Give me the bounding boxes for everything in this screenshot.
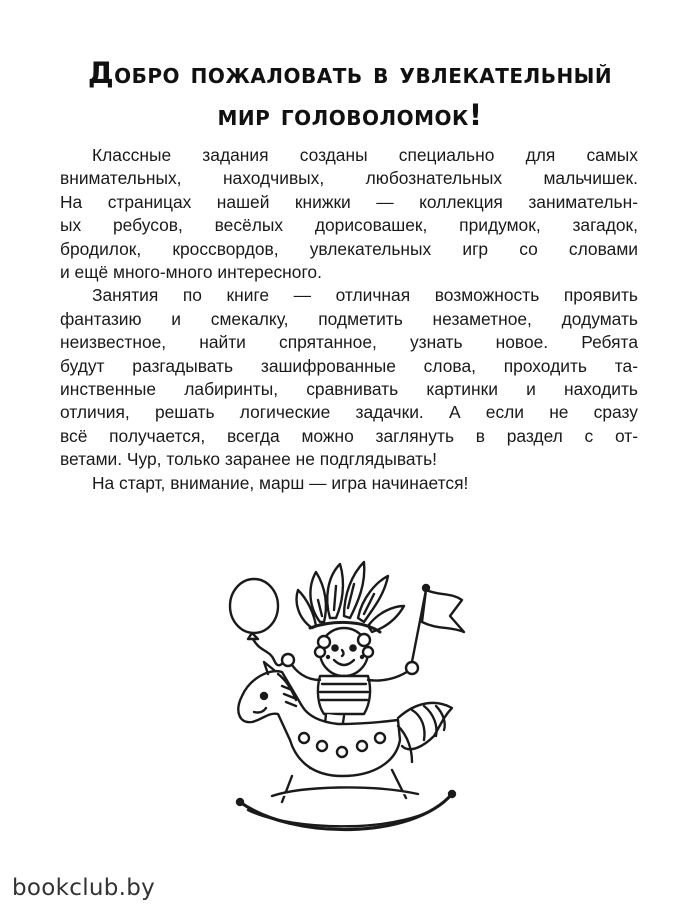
text-line: Занятия по книге — отличная возможность проявить xyxy=(92,285,638,306)
text-line: бродилок, кроссвордов, увлекательных игр со словами xyxy=(60,238,638,259)
text-line: инственные лабиринты, сравнивать картинки и находить xyxy=(60,379,638,400)
text-line: На старт, внимание, марш — игра начинается! xyxy=(92,472,469,493)
boy-on-rocking-horse-illustration xyxy=(212,540,472,840)
feather-headdress-icon xyxy=(297,562,404,632)
text-line: Классные задания созданы специально для самых xyxy=(92,145,638,165)
text-line: фантазию и смекалку, подметить незаметное, додумать xyxy=(60,308,638,329)
flag-icon xyxy=(410,585,464,672)
balloon-icon xyxy=(230,579,288,665)
site-watermark: bookclub.by xyxy=(12,875,156,901)
page-title xyxy=(40,52,660,136)
text-line: внимательных, находчивых, любознательных мальчишек. xyxy=(60,168,638,189)
text-line: отличия, решать логические задачки. А если не сразу xyxy=(60,402,638,423)
title-line-1: Добро пожаловать в увлекательный xyxy=(87,56,613,90)
text-line: будут разгадывать зашифрованные слова, проходить та- xyxy=(60,355,638,376)
text-line: всё получается, всегда можно заглянуть в раздел с от- xyxy=(60,425,638,446)
text-line: ветами. Чур, только заранее не подглядывать! xyxy=(60,449,438,470)
text-line: ых ребусов, весёлых дорисовашек, придумок, загадок, xyxy=(60,215,638,236)
intro-text xyxy=(60,144,638,495)
boy-head-icon xyxy=(315,628,373,676)
rocker-base-icon xyxy=(237,770,455,830)
text-line: неизвестное, найти спрятанное, узнать новое. Ребята xyxy=(60,332,638,353)
title-line-2: мир головоломок! xyxy=(217,98,483,132)
text-line: На страницах нашей книжки — коллекция занимательн- xyxy=(60,191,638,212)
text-line: и ещё много-много интересного. xyxy=(60,262,322,283)
